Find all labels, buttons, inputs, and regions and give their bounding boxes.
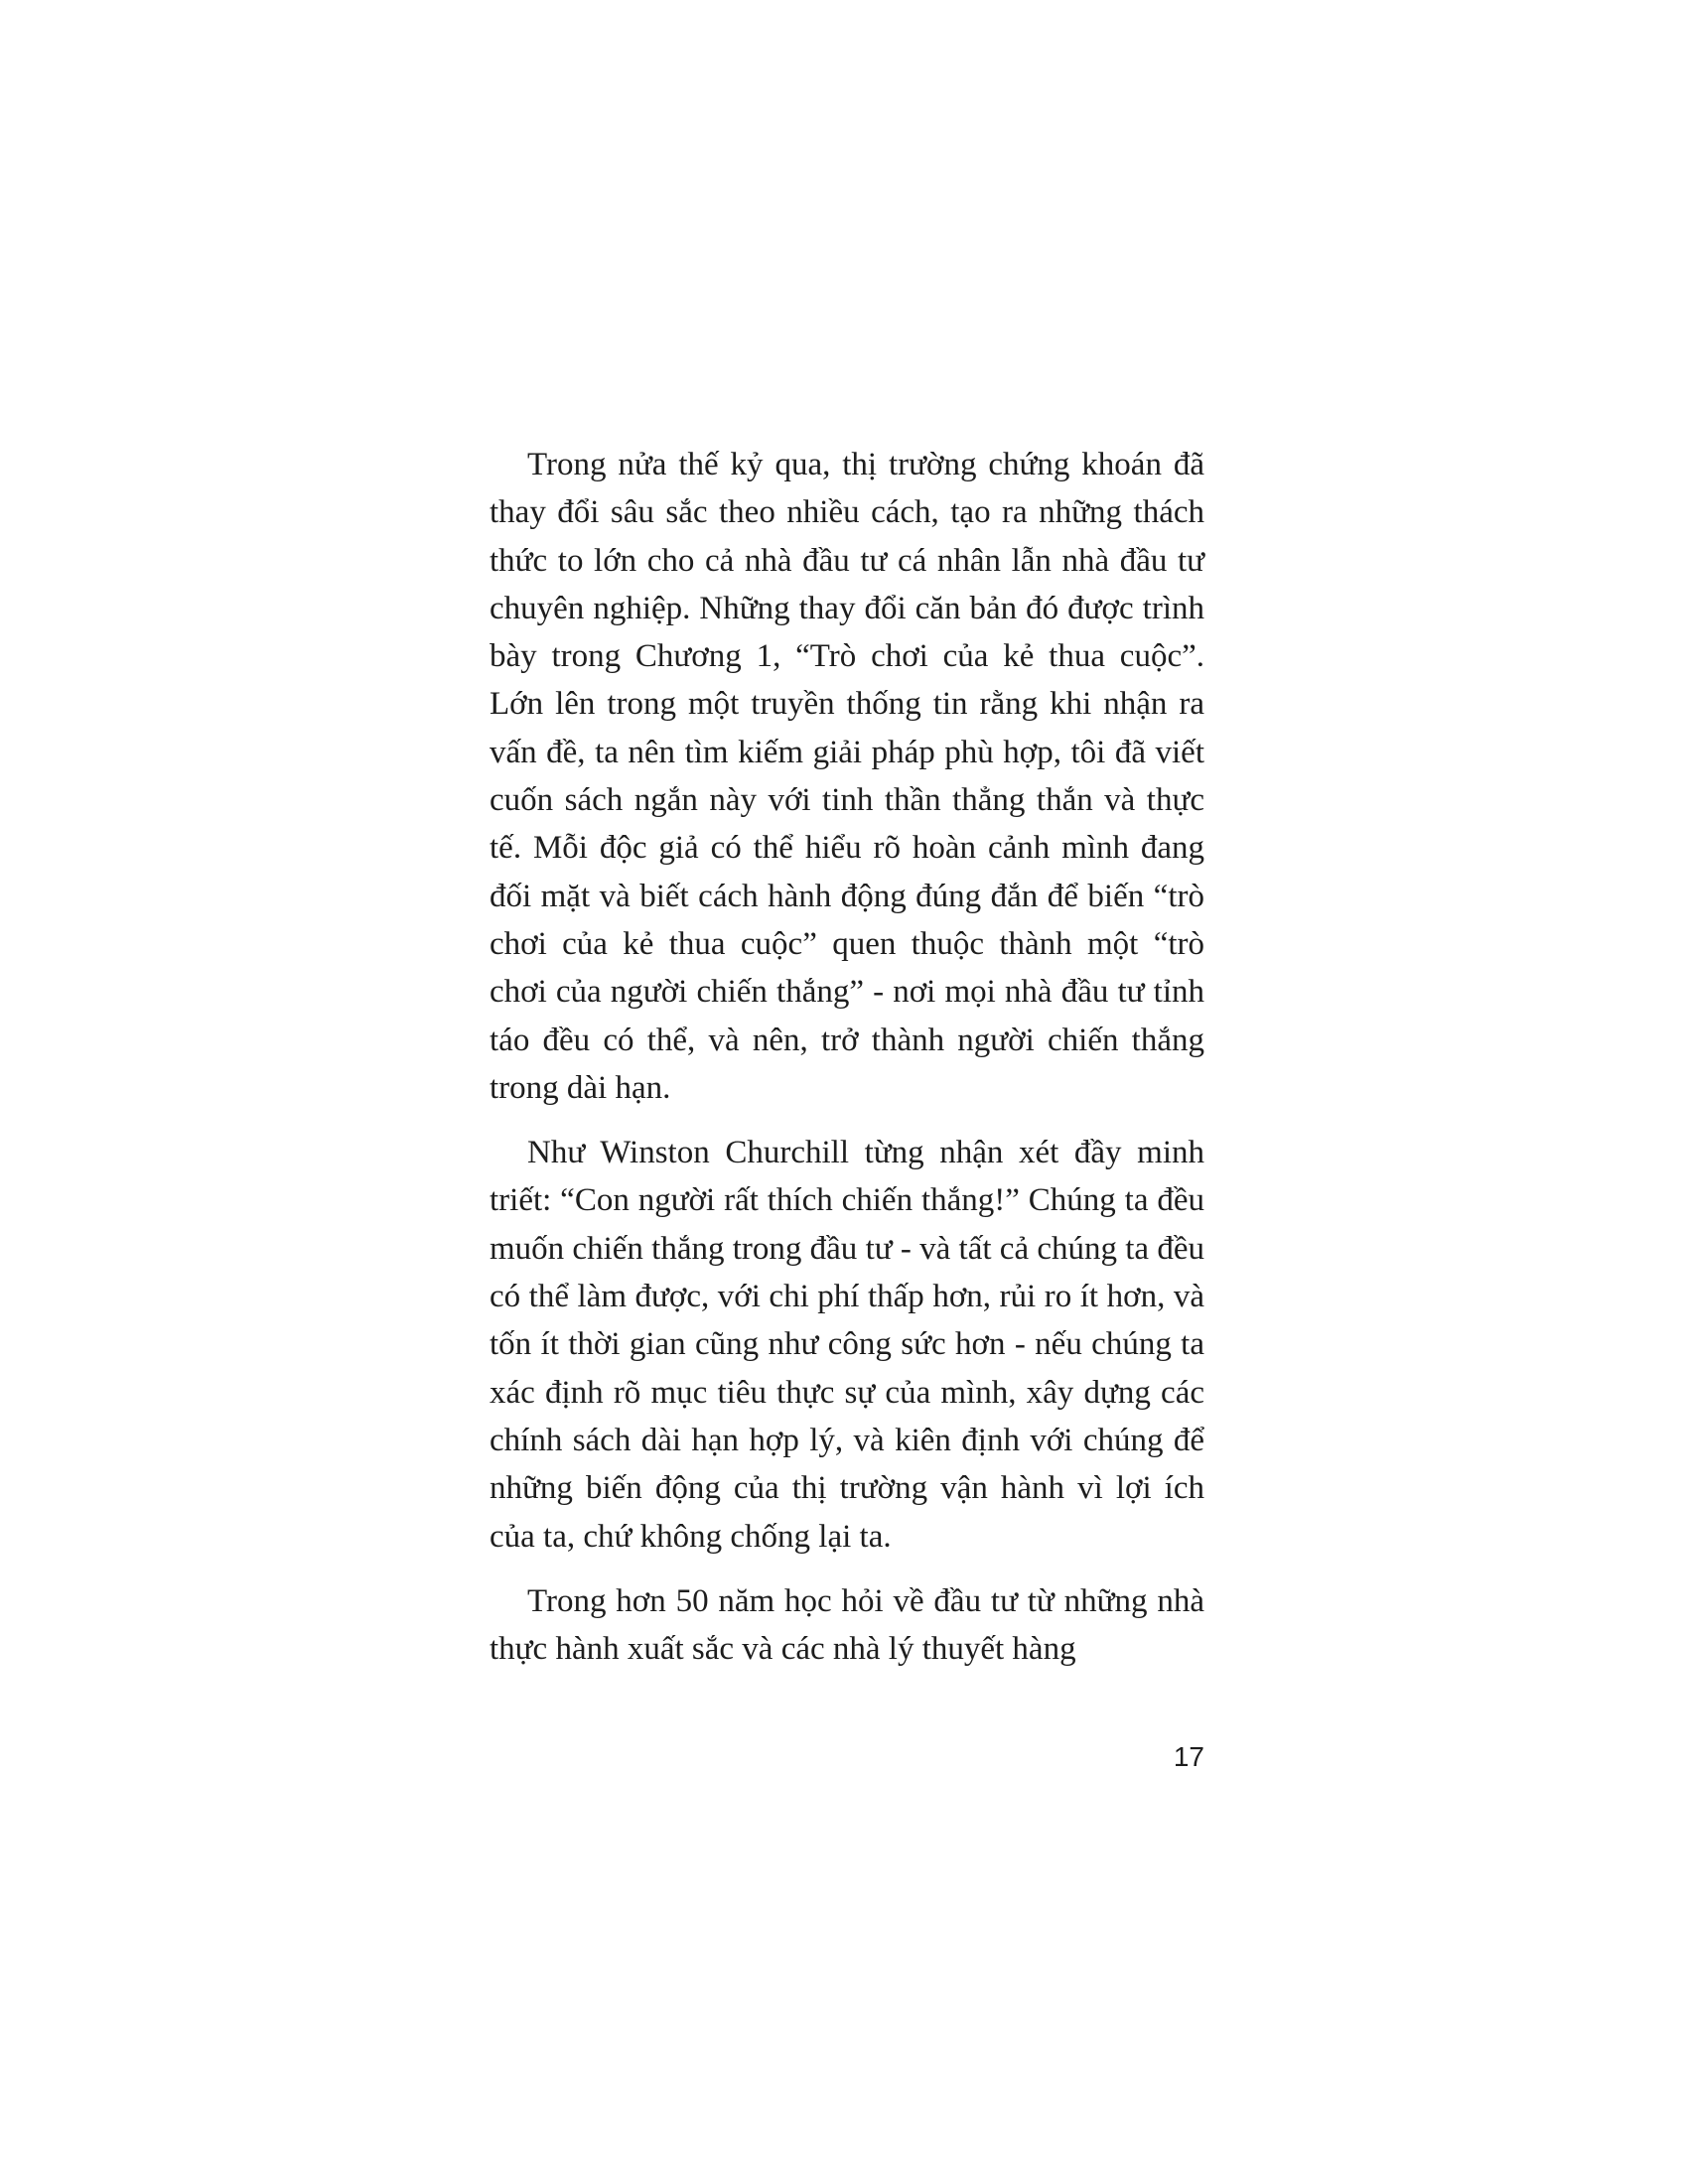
page-number: 17 <box>1173 1741 1204 1772</box>
body-text <box>490 441 1204 1673</box>
paragraph: Trong nửa thế kỷ qua, thị trường chứng khoán đã thay đổi sâu sắc theo nhiều cách, tạo ra những thách thức to lớn cho cả nhà đầu tư cá nhân lẫn nhà đầu tư chuyên nghiệp. Những thay đổi căn bản đó được trình bày trong Chương 1, “Trò chơi của kẻ thua cuộc”. Lớn lên trong một truyền thống tin rằng khi nhận ra vấn đề, ta nên tìm kiếm giải pháp phù hợp, tôi đã viết cuốn sách ngắn này với tinh thần thẳng thắn và thực tế. Mỗi độc giả có thể hiểu rõ hoàn cảnh mình đang đối mặt và biết cách hành động đúng đắn để biến “trò chơi của kẻ thua cuộc” quen thuộc thành một “trò chơi của người chiến thắng” - nơi mọi nhà đầu tư tỉnh táo đều có thể, và nên, trở thành người chiến thắng trong dài hạn. <box>490 447 1204 1106</box>
paragraph: Trong hơn 50 năm học hỏi về đầu tư từ những nhà thực hành xuất sắc và các nhà lý thuyết hàng <box>490 1582 1204 1668</box>
paragraph: Như Winston Churchill từng nhận xét đầy minh triết: “Con người rất thích chiến thắng!” Chúng ta đều muốn chiến thắng trong đầu tư - và tất cả chúng ta đều có thể làm được, với chi phí thấp hơn, rủi ro ít hơn, và tốn ít thời gian cũng như công sức hơn - nếu chúng ta xác định rõ mục tiêu thực sự của mình, xây dựng các chính sách dài hạn hợp lý, và kiên định với chúng để những biến động của thị trường vận hành vì lợi ích của ta, chứ không chống lại ta. <box>490 1135 1204 1555</box>
